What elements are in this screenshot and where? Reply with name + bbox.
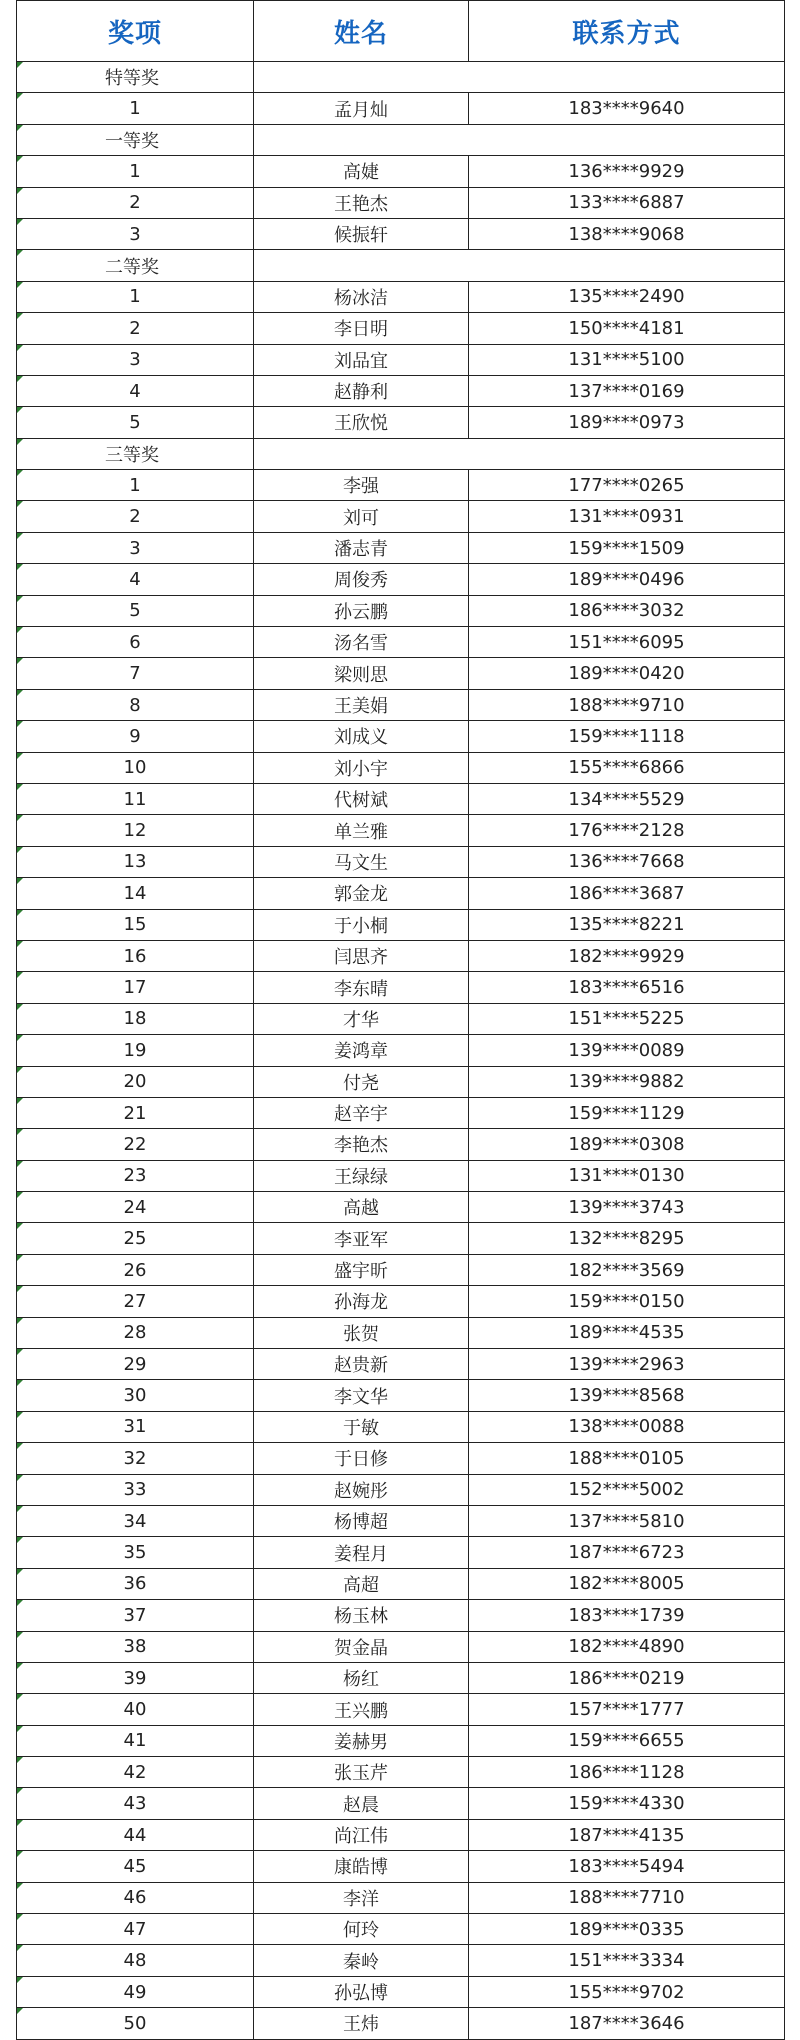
contact-cell[interactable]: 132****8295 bbox=[469, 1223, 785, 1254]
section-empty-cell[interactable] bbox=[254, 124, 785, 155]
name-cell[interactable]: 于敏 bbox=[254, 1411, 469, 1442]
name-cell[interactable]: 闫思齐 bbox=[254, 940, 469, 971]
name-cell[interactable]: 孙云鹏 bbox=[254, 595, 469, 626]
table-row bbox=[17, 940, 785, 971]
winners-sheet bbox=[16, 0, 784, 2040]
table-row bbox=[17, 93, 785, 124]
table-row bbox=[17, 721, 785, 752]
name-cell[interactable]: 高超 bbox=[254, 1568, 469, 1599]
name-cell[interactable]: 代树斌 bbox=[254, 783, 469, 814]
rank-cell[interactable]: 22 bbox=[17, 1129, 254, 1160]
section-title[interactable]: 一等奖 bbox=[17, 124, 254, 155]
name-cell[interactable]: 姜程月 bbox=[254, 1537, 469, 1568]
rank-cell[interactable]: 45 bbox=[17, 1851, 254, 1882]
contact-cell[interactable]: 133****6887 bbox=[469, 187, 785, 218]
rank-cell[interactable]: 25 bbox=[17, 1223, 254, 1254]
contact-cell[interactable]: 139****2963 bbox=[469, 1349, 785, 1380]
name-cell[interactable]: 刘品宜 bbox=[254, 344, 469, 375]
name-cell[interactable]: 高婕 bbox=[254, 156, 469, 187]
name-cell[interactable]: 孙弘博 bbox=[254, 1976, 469, 2007]
name-cell[interactable]: 姜鸿章 bbox=[254, 1035, 469, 1066]
name-cell[interactable]: 王欣悦 bbox=[254, 407, 469, 438]
rank-cell[interactable]: 4 bbox=[17, 564, 254, 595]
name-cell[interactable]: 杨红 bbox=[254, 1662, 469, 1693]
name-cell[interactable]: 孟月灿 bbox=[254, 93, 469, 124]
rank-cell[interactable]: 36 bbox=[17, 1568, 254, 1599]
contact-cell[interactable]: 134****5529 bbox=[469, 783, 785, 814]
contact-cell[interactable]: 182****9929 bbox=[469, 940, 785, 971]
table-row bbox=[17, 1035, 785, 1066]
name-cell[interactable]: 刘成义 bbox=[254, 721, 469, 752]
rank-cell[interactable]: 9 bbox=[17, 721, 254, 752]
table-row bbox=[17, 1097, 785, 1128]
contact-cell[interactable]: 188****7710 bbox=[469, 1882, 785, 1913]
table-row bbox=[17, 1631, 785, 1662]
contact-cell[interactable]: 189****0420 bbox=[469, 658, 785, 689]
name-cell[interactable]: 刘小宇 bbox=[254, 752, 469, 783]
table-row bbox=[17, 1945, 785, 1976]
name-cell[interactable]: 赵辛宇 bbox=[254, 1097, 469, 1128]
table-row bbox=[17, 972, 785, 1003]
table-row bbox=[17, 156, 785, 187]
table-row bbox=[17, 846, 785, 877]
name-cell[interactable]: 李强 bbox=[254, 470, 469, 501]
rank-cell[interactable]: 14 bbox=[17, 878, 254, 909]
contact-cell[interactable]: 159****1118 bbox=[469, 721, 785, 752]
name-cell[interactable]: 于日修 bbox=[254, 1443, 469, 1474]
table-row bbox=[17, 1349, 785, 1380]
contact-cell[interactable]: 151****3334 bbox=[469, 1945, 785, 1976]
table-row bbox=[17, 1505, 785, 1536]
contact-cell[interactable]: 189****0496 bbox=[469, 564, 785, 595]
contact-cell[interactable]: 183****1739 bbox=[469, 1600, 785, 1631]
rank-cell[interactable]: 49 bbox=[17, 1976, 254, 2007]
name-cell[interactable]: 王炜 bbox=[254, 2008, 469, 2039]
rank-cell[interactable]: 44 bbox=[17, 1819, 254, 1850]
rank-cell[interactable]: 35 bbox=[17, 1537, 254, 1568]
name-cell[interactable]: 赵贵新 bbox=[254, 1349, 469, 1380]
table-row bbox=[17, 1160, 785, 1191]
name-cell[interactable]: 单兰雅 bbox=[254, 815, 469, 846]
table-row bbox=[17, 2008, 785, 2039]
name-cell[interactable]: 刘可 bbox=[254, 501, 469, 532]
table-row bbox=[17, 1003, 785, 1034]
table-row bbox=[17, 689, 785, 720]
name-cell[interactable]: 郭金龙 bbox=[254, 878, 469, 909]
table-row bbox=[17, 407, 785, 438]
table-row bbox=[17, 1568, 785, 1599]
name-cell[interactable]: 秦岭 bbox=[254, 1945, 469, 1976]
contact-cell[interactable]: 183****6516 bbox=[469, 972, 785, 1003]
contact-cell[interactable]: 159****6655 bbox=[469, 1725, 785, 1756]
table-row bbox=[17, 1976, 785, 2007]
rank-cell[interactable]: 26 bbox=[17, 1254, 254, 1285]
name-cell[interactable]: 何玲 bbox=[254, 1914, 469, 1945]
rank-cell[interactable]: 1 bbox=[17, 93, 254, 124]
name-cell[interactable]: 杨玉林 bbox=[254, 1600, 469, 1631]
name-cell[interactable]: 姜赫男 bbox=[254, 1725, 469, 1756]
table-row bbox=[17, 501, 785, 532]
rank-cell[interactable]: 48 bbox=[17, 1945, 254, 1976]
name-cell[interactable]: 王美娟 bbox=[254, 689, 469, 720]
contact-cell[interactable]: 189****0973 bbox=[469, 407, 785, 438]
name-cell[interactable]: 赵婉彤 bbox=[254, 1474, 469, 1505]
table-row bbox=[17, 1380, 785, 1411]
rank-cell[interactable]: 34 bbox=[17, 1505, 254, 1536]
winners-table bbox=[16, 0, 785, 2040]
rank-cell[interactable]: 5 bbox=[17, 407, 254, 438]
header-row bbox=[17, 1, 785, 62]
rank-cell[interactable]: 28 bbox=[17, 1317, 254, 1348]
name-cell[interactable]: 杨冰洁 bbox=[254, 281, 469, 312]
rank-cell[interactable]: 4 bbox=[17, 375, 254, 406]
contact-cell[interactable]: 151****6095 bbox=[469, 627, 785, 658]
rank-cell[interactable]: 38 bbox=[17, 1631, 254, 1662]
contact-cell[interactable]: 139****0089 bbox=[469, 1035, 785, 1066]
contact-cell[interactable]: 182****4890 bbox=[469, 1631, 785, 1662]
rank-cell[interactable]: 2 bbox=[17, 313, 254, 344]
name-cell[interactable]: 盛宇昕 bbox=[254, 1254, 469, 1285]
rank-cell[interactable]: 23 bbox=[17, 1160, 254, 1191]
contact-cell[interactable]: 138****0088 bbox=[469, 1411, 785, 1442]
table-row bbox=[17, 1192, 785, 1223]
name-cell[interactable]: 李洋 bbox=[254, 1882, 469, 1913]
name-cell[interactable]: 杨博超 bbox=[254, 1505, 469, 1536]
table-row bbox=[17, 752, 785, 783]
contact-cell[interactable]: 183****9640 bbox=[469, 93, 785, 124]
name-cell[interactable]: 李东晴 bbox=[254, 972, 469, 1003]
contact-cell[interactable]: 139****3743 bbox=[469, 1192, 785, 1223]
header-contact[interactable]: 联系方式 bbox=[469, 1, 785, 62]
table-row bbox=[17, 1286, 785, 1317]
name-cell[interactable]: 李艳杰 bbox=[254, 1129, 469, 1160]
contact-cell[interactable]: 137****5810 bbox=[469, 1505, 785, 1536]
rank-cell[interactable]: 17 bbox=[17, 972, 254, 1003]
table-row bbox=[17, 470, 785, 501]
table-row bbox=[17, 1317, 785, 1348]
rank-cell[interactable]: 6 bbox=[17, 627, 254, 658]
section-row bbox=[17, 62, 785, 93]
rank-cell[interactable]: 1 bbox=[17, 156, 254, 187]
header-award[interactable]: 奖项 bbox=[17, 1, 254, 62]
rank-cell[interactable]: 3 bbox=[17, 344, 254, 375]
name-cell[interactable]: 尚江伟 bbox=[254, 1819, 469, 1850]
contact-cell[interactable]: 187****3646 bbox=[469, 2008, 785, 2039]
name-cell[interactable]: 马文生 bbox=[254, 846, 469, 877]
table-row bbox=[17, 1914, 785, 1945]
table-body bbox=[17, 62, 785, 2040]
rank-cell[interactable]: 7 bbox=[17, 658, 254, 689]
contact-cell[interactable]: 159****0150 bbox=[469, 1286, 785, 1317]
contact-cell[interactable]: 155****9702 bbox=[469, 1976, 785, 2007]
table-row bbox=[17, 375, 785, 406]
table-row bbox=[17, 564, 785, 595]
contact-cell[interactable]: 183****5494 bbox=[469, 1851, 785, 1882]
name-cell[interactable]: 康皓博 bbox=[254, 1851, 469, 1882]
contact-cell[interactable]: 187****4135 bbox=[469, 1819, 785, 1850]
contact-cell[interactable]: 135****2490 bbox=[469, 281, 785, 312]
section-empty-cell[interactable] bbox=[254, 250, 785, 281]
contact-cell[interactable]: 138****9068 bbox=[469, 218, 785, 249]
rank-cell[interactable]: 31 bbox=[17, 1411, 254, 1442]
table-row bbox=[17, 815, 785, 846]
rank-cell[interactable]: 3 bbox=[17, 218, 254, 249]
contact-cell[interactable]: 189****0335 bbox=[469, 1914, 785, 1945]
table-row bbox=[17, 1411, 785, 1442]
section-title[interactable]: 三等奖 bbox=[17, 438, 254, 469]
contact-cell[interactable]: 187****6723 bbox=[469, 1537, 785, 1568]
rank-cell[interactable]: 15 bbox=[17, 909, 254, 940]
table-row bbox=[17, 1662, 785, 1693]
rank-cell[interactable]: 40 bbox=[17, 1694, 254, 1725]
contact-cell[interactable]: 131****5100 bbox=[469, 344, 785, 375]
rank-cell[interactable]: 27 bbox=[17, 1286, 254, 1317]
name-cell[interactable]: 高越 bbox=[254, 1192, 469, 1223]
rank-cell[interactable]: 32 bbox=[17, 1443, 254, 1474]
rank-cell[interactable]: 21 bbox=[17, 1097, 254, 1128]
rank-cell[interactable]: 2 bbox=[17, 501, 254, 532]
rank-cell[interactable]: 1 bbox=[17, 470, 254, 501]
table-row bbox=[17, 187, 785, 218]
table-row bbox=[17, 1882, 785, 1913]
name-cell[interactable]: 李文华 bbox=[254, 1380, 469, 1411]
rank-cell[interactable]: 46 bbox=[17, 1882, 254, 1913]
name-cell[interactable]: 梁则思 bbox=[254, 658, 469, 689]
section-row bbox=[17, 438, 785, 469]
rank-cell[interactable]: 42 bbox=[17, 1757, 254, 1788]
name-cell[interactable]: 赵晨 bbox=[254, 1788, 469, 1819]
table-row bbox=[17, 218, 785, 249]
rank-cell[interactable]: 30 bbox=[17, 1380, 254, 1411]
table-row bbox=[17, 878, 785, 909]
section-title[interactable]: 特等奖 bbox=[17, 62, 254, 93]
name-cell[interactable]: 张玉芹 bbox=[254, 1757, 469, 1788]
table-row bbox=[17, 1725, 785, 1756]
rank-cell[interactable]: 29 bbox=[17, 1349, 254, 1380]
name-cell[interactable]: 才华 bbox=[254, 1003, 469, 1034]
contact-cell[interactable]: 188****0105 bbox=[469, 1443, 785, 1474]
table-row bbox=[17, 1537, 785, 1568]
rank-cell[interactable]: 43 bbox=[17, 1788, 254, 1819]
contact-cell[interactable]: 151****5225 bbox=[469, 1003, 785, 1034]
contact-cell[interactable]: 186****3687 bbox=[469, 878, 785, 909]
section-empty-cell[interactable] bbox=[254, 62, 785, 93]
contact-cell[interactable]: 186****3032 bbox=[469, 595, 785, 626]
contact-cell[interactable]: 159****1509 bbox=[469, 532, 785, 563]
name-cell[interactable]: 付尧 bbox=[254, 1066, 469, 1097]
table-row bbox=[17, 344, 785, 375]
rank-cell[interactable]: 37 bbox=[17, 1600, 254, 1631]
name-cell[interactable]: 王艳杰 bbox=[254, 187, 469, 218]
rank-cell[interactable]: 13 bbox=[17, 846, 254, 877]
rank-cell[interactable]: 3 bbox=[17, 532, 254, 563]
contact-cell[interactable]: 189****0308 bbox=[469, 1129, 785, 1160]
table-row bbox=[17, 1254, 785, 1285]
name-cell[interactable]: 李日明 bbox=[254, 313, 469, 344]
table-row bbox=[17, 909, 785, 940]
name-cell[interactable]: 候振轩 bbox=[254, 218, 469, 249]
table-row bbox=[17, 313, 785, 344]
name-cell[interactable]: 王绿绿 bbox=[254, 1160, 469, 1191]
contact-cell[interactable]: 189****4535 bbox=[469, 1317, 785, 1348]
contact-cell[interactable]: 176****2128 bbox=[469, 815, 785, 846]
contact-cell[interactable]: 139****9882 bbox=[469, 1066, 785, 1097]
header-name[interactable]: 姓名 bbox=[254, 1, 469, 62]
contact-cell[interactable]: 139****8568 bbox=[469, 1380, 785, 1411]
section-row bbox=[17, 124, 785, 155]
name-cell[interactable]: 潘志青 bbox=[254, 532, 469, 563]
name-cell[interactable]: 王兴鹏 bbox=[254, 1694, 469, 1725]
contact-cell[interactable]: 188****9710 bbox=[469, 689, 785, 720]
contact-cell[interactable]: 131****0130 bbox=[469, 1160, 785, 1191]
table-row bbox=[17, 1788, 785, 1819]
contact-cell[interactable]: 159****1129 bbox=[469, 1097, 785, 1128]
rank-cell[interactable]: 19 bbox=[17, 1035, 254, 1066]
table-row bbox=[17, 595, 785, 626]
name-cell[interactable]: 于小桐 bbox=[254, 909, 469, 940]
table-row bbox=[17, 1600, 785, 1631]
rank-cell[interactable]: 8 bbox=[17, 689, 254, 720]
contact-cell[interactable]: 150****4181 bbox=[469, 313, 785, 344]
rank-cell[interactable]: 16 bbox=[17, 940, 254, 971]
contact-cell[interactable]: 157****1777 bbox=[469, 1694, 785, 1725]
rank-cell[interactable]: 5 bbox=[17, 595, 254, 626]
contact-cell[interactable]: 136****7668 bbox=[469, 846, 785, 877]
rank-cell[interactable]: 39 bbox=[17, 1662, 254, 1693]
table-row bbox=[17, 1757, 785, 1788]
table-row bbox=[17, 281, 785, 312]
rank-cell[interactable]: 20 bbox=[17, 1066, 254, 1097]
contact-cell[interactable]: 155****6866 bbox=[469, 752, 785, 783]
table-row bbox=[17, 1129, 785, 1160]
contact-cell[interactable]: 159****4330 bbox=[469, 1788, 785, 1819]
table-row bbox=[17, 1694, 785, 1725]
rank-cell[interactable]: 50 bbox=[17, 2008, 254, 2039]
table-row bbox=[17, 1066, 785, 1097]
section-row bbox=[17, 250, 785, 281]
table-row bbox=[17, 1443, 785, 1474]
name-cell[interactable]: 赵静利 bbox=[254, 375, 469, 406]
table-row bbox=[17, 1851, 785, 1882]
rank-cell[interactable]: 41 bbox=[17, 1725, 254, 1756]
section-empty-cell[interactable] bbox=[254, 438, 785, 469]
table-row bbox=[17, 1223, 785, 1254]
table-row bbox=[17, 532, 785, 563]
table-row bbox=[17, 627, 785, 658]
rank-cell[interactable]: 1 bbox=[17, 281, 254, 312]
section-title[interactable]: 二等奖 bbox=[17, 250, 254, 281]
rank-cell[interactable]: 18 bbox=[17, 1003, 254, 1034]
contact-cell[interactable]: 186****0219 bbox=[469, 1662, 785, 1693]
rank-cell[interactable]: 11 bbox=[17, 783, 254, 814]
contact-cell[interactable]: 137****0169 bbox=[469, 375, 785, 406]
table-row bbox=[17, 1474, 785, 1505]
table-row bbox=[17, 1819, 785, 1850]
name-cell[interactable]: 李亚军 bbox=[254, 1223, 469, 1254]
rank-cell[interactable]: 24 bbox=[17, 1192, 254, 1223]
name-cell[interactable]: 张贺 bbox=[254, 1317, 469, 1348]
table-row bbox=[17, 783, 785, 814]
contact-cell[interactable]: 177****0265 bbox=[469, 470, 785, 501]
contact-cell[interactable]: 135****8221 bbox=[469, 909, 785, 940]
contact-cell[interactable]: 182****8005 bbox=[469, 1568, 785, 1599]
contact-cell[interactable]: 131****0931 bbox=[469, 501, 785, 532]
contact-cell[interactable]: 136****9929 bbox=[469, 156, 785, 187]
rank-cell[interactable]: 33 bbox=[17, 1474, 254, 1505]
contact-cell[interactable]: 182****3569 bbox=[469, 1254, 785, 1285]
rank-cell[interactable]: 12 bbox=[17, 815, 254, 846]
contact-cell[interactable]: 186****1128 bbox=[469, 1757, 785, 1788]
name-cell[interactable]: 汤名雪 bbox=[254, 627, 469, 658]
contact-cell[interactable]: 152****5002 bbox=[469, 1474, 785, 1505]
name-cell[interactable]: 周俊秀 bbox=[254, 564, 469, 595]
rank-cell[interactable]: 2 bbox=[17, 187, 254, 218]
table-row bbox=[17, 658, 785, 689]
rank-cell[interactable]: 10 bbox=[17, 752, 254, 783]
rank-cell[interactable]: 47 bbox=[17, 1914, 254, 1945]
name-cell[interactable]: 孙海龙 bbox=[254, 1286, 469, 1317]
name-cell[interactable]: 贺金晶 bbox=[254, 1631, 469, 1662]
